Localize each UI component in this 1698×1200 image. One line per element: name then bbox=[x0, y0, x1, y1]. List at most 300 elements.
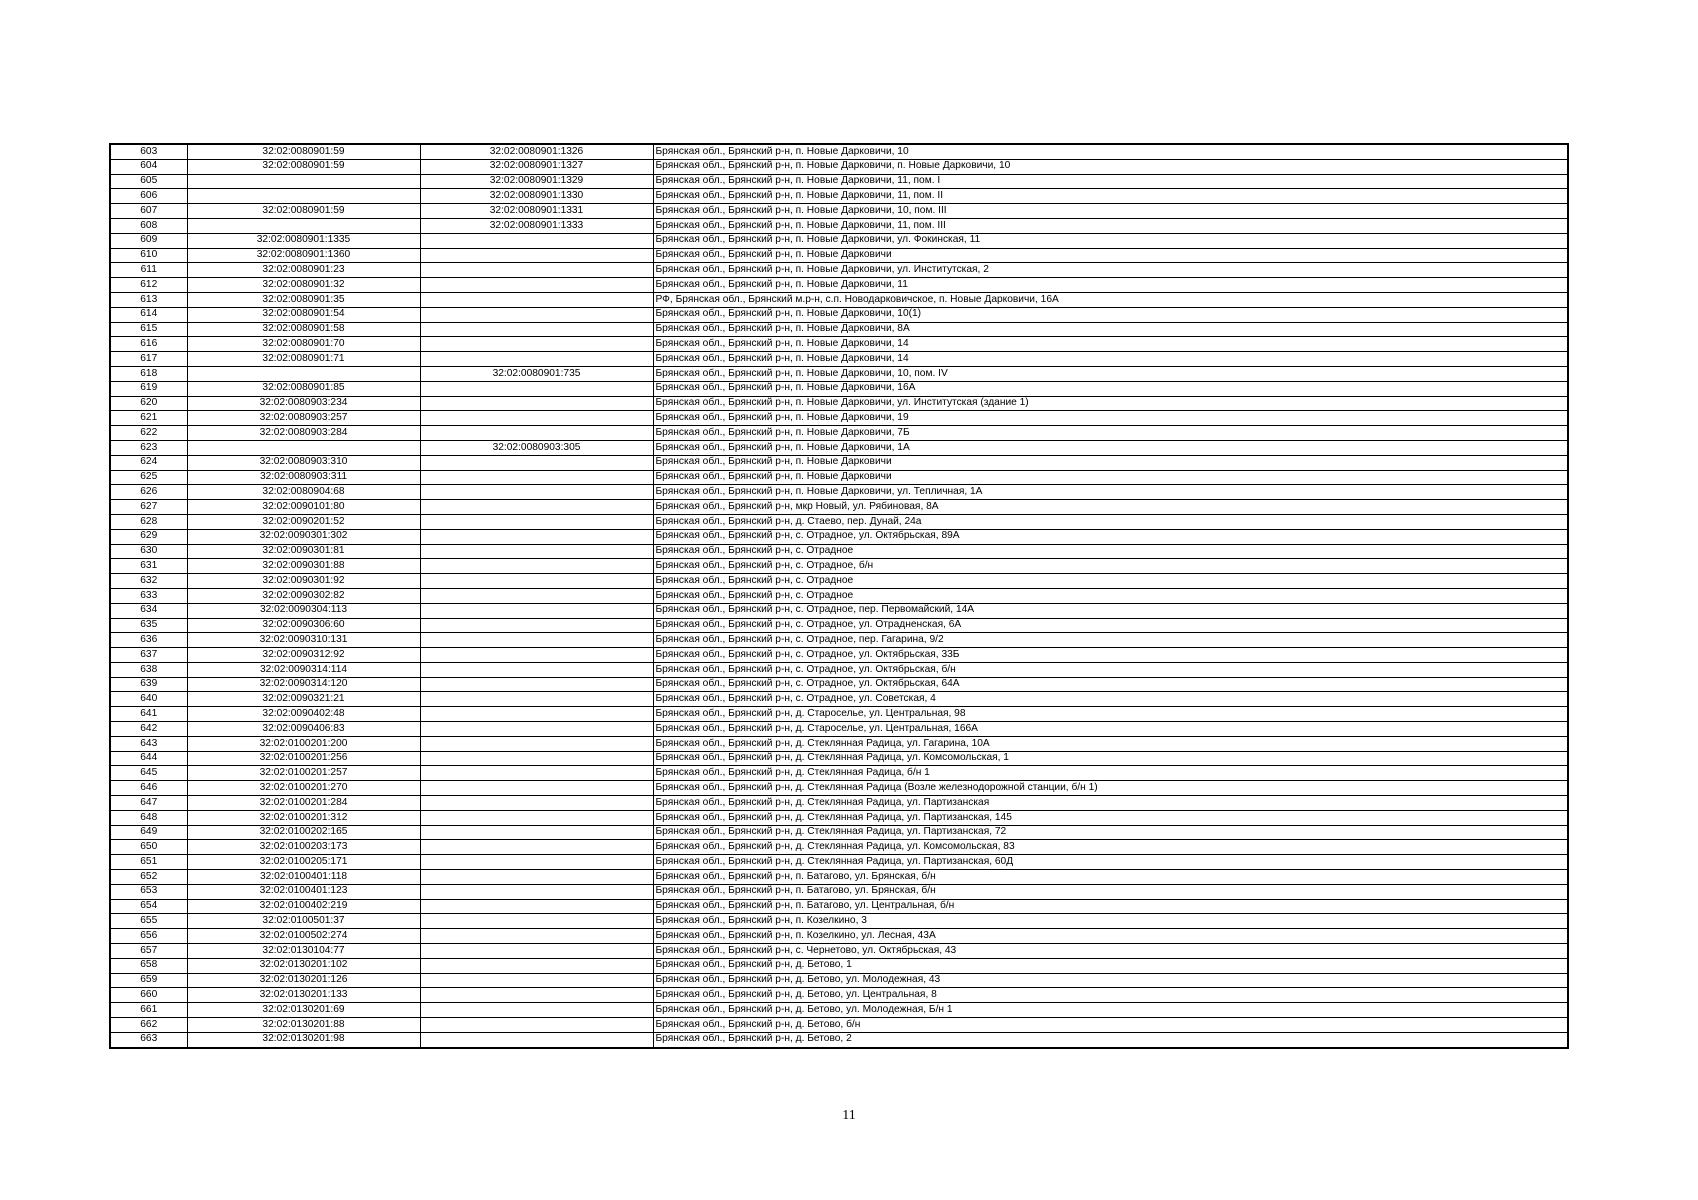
object-cadastral-number-cell bbox=[420, 840, 653, 855]
object-cadastral-number-cell bbox=[420, 514, 653, 529]
row-number-cell: 650 bbox=[110, 840, 187, 855]
address-cell: Брянская обл., Брянский р-н, п. Новые Дарковичи, 10 bbox=[653, 144, 1568, 159]
object-cadastral-number-cell bbox=[420, 1003, 653, 1018]
table-row bbox=[110, 796, 1568, 811]
parcel-cadastral-number-cell: 32:02:0130104:77 bbox=[187, 944, 420, 959]
object-cadastral-number-cell bbox=[420, 485, 653, 500]
table-row bbox=[110, 189, 1568, 204]
row-number-cell: 606 bbox=[110, 189, 187, 204]
table-row bbox=[110, 263, 1568, 278]
row-number-cell: 640 bbox=[110, 692, 187, 707]
address-cell: Брянская обл., Брянский р-н, п. Новые Дарковичи, 11 bbox=[653, 278, 1568, 293]
object-cadastral-number-cell: 32:02:0080901:1329 bbox=[420, 174, 653, 189]
parcel-cadastral-number-cell: 32:02:0080901:54 bbox=[187, 307, 420, 322]
address-cell: Брянская обл., Брянский р-н, п. Новые Дарковичи, 19 bbox=[653, 411, 1568, 426]
object-cadastral-number-cell bbox=[420, 588, 653, 603]
row-number-cell: 641 bbox=[110, 707, 187, 722]
row-number-cell: 608 bbox=[110, 218, 187, 233]
address-cell: Брянская обл., Брянский р-н, д. Стеклянная Радица, ул. Комсомольская, 83 bbox=[653, 840, 1568, 855]
parcel-cadastral-number-cell: 32:02:0100203:173 bbox=[187, 840, 420, 855]
parcel-cadastral-number-cell: 32:02:0080901:23 bbox=[187, 263, 420, 278]
table-row bbox=[110, 588, 1568, 603]
parcel-cadastral-number-cell: 32:02:0080901:59 bbox=[187, 159, 420, 174]
object-cadastral-number-cell bbox=[420, 529, 653, 544]
parcel-cadastral-number-cell: 32:02:0090406:83 bbox=[187, 722, 420, 737]
address-cell: Брянская обл., Брянский р-н, д. Бетово, 1 bbox=[653, 958, 1568, 973]
parcel-cadastral-number-cell: 32:02:0130201:88 bbox=[187, 1018, 420, 1033]
object-cadastral-number-cell bbox=[420, 825, 653, 840]
row-number-cell: 620 bbox=[110, 396, 187, 411]
address-cell: Брянская обл., Брянский р-н, д. Бетово, ул. Центральная, 8 bbox=[653, 988, 1568, 1003]
object-cadastral-number-cell bbox=[420, 958, 653, 973]
parcel-cadastral-number-cell bbox=[187, 218, 420, 233]
row-number-cell: 631 bbox=[110, 559, 187, 574]
address-cell: Брянская обл., Брянский р-н, п. Новые Дарковичи, ул. Институтская, 2 bbox=[653, 263, 1568, 278]
row-number-cell: 611 bbox=[110, 263, 187, 278]
table-row bbox=[110, 500, 1568, 515]
address-cell: Брянская обл., Брянский р-н, с. Отрадное, ул. Октябрьская, 89А bbox=[653, 529, 1568, 544]
table-row bbox=[110, 485, 1568, 500]
parcel-cadastral-number-cell: 32:02:0090321:21 bbox=[187, 692, 420, 707]
row-number-cell: 647 bbox=[110, 796, 187, 811]
parcel-cadastral-number-cell: 32:02:0090314:120 bbox=[187, 677, 420, 692]
parcel-cadastral-number-cell: 32:02:0130201:69 bbox=[187, 1003, 420, 1018]
row-number-cell: 645 bbox=[110, 766, 187, 781]
object-cadastral-number-cell: 32:02:0080901:1326 bbox=[420, 144, 653, 159]
parcel-cadastral-number-cell: 32:02:0100401:123 bbox=[187, 884, 420, 899]
address-cell: Брянская обл., Брянский р-н, п. Новые Дарковичи, 16А bbox=[653, 381, 1568, 396]
object-cadastral-number-cell bbox=[420, 426, 653, 441]
parcel-cadastral-number-cell: 32:02:0090306:60 bbox=[187, 618, 420, 633]
parcel-cadastral-number-cell: 32:02:0090301:88 bbox=[187, 559, 420, 574]
table-row bbox=[110, 174, 1568, 189]
table-row bbox=[110, 322, 1568, 337]
address-cell: Брянская обл., Брянский р-н, п. Новые Дарковичи, 11, пом. III bbox=[653, 218, 1568, 233]
address-cell: Брянская обл., Брянский р-н, с. Отрадное, б/н bbox=[653, 559, 1568, 574]
object-cadastral-number-cell bbox=[420, 796, 653, 811]
table-row bbox=[110, 1032, 1568, 1047]
table-row bbox=[110, 455, 1568, 470]
parcel-cadastral-number-cell: 32:02:0130201:102 bbox=[187, 958, 420, 973]
table-row bbox=[110, 810, 1568, 825]
object-cadastral-number-cell bbox=[420, 692, 653, 707]
table-row bbox=[110, 870, 1568, 885]
object-cadastral-number-cell bbox=[420, 648, 653, 663]
address-cell: Брянская обл., Брянский р-н, п. Новые Дарковичи, 10, пом. III bbox=[653, 204, 1568, 219]
parcel-cadastral-number-cell: 32:02:0100402:219 bbox=[187, 899, 420, 914]
table-row bbox=[110, 840, 1568, 855]
parcel-cadastral-number-cell: 32:02:0080901:35 bbox=[187, 292, 420, 307]
row-number-cell: 626 bbox=[110, 485, 187, 500]
address-cell: Брянская обл., Брянский р-н, с. Отрадное, ул. Октябрьская, 33Б bbox=[653, 648, 1568, 663]
parcel-cadastral-number-cell: 32:02:0080901:71 bbox=[187, 352, 420, 367]
table-row bbox=[110, 1003, 1568, 1018]
parcel-cadastral-number-cell: 32:02:0080901:85 bbox=[187, 381, 420, 396]
address-cell: Брянская обл., Брянский р-н, д. Бетово, ул. Молодежная, 43 bbox=[653, 973, 1568, 988]
table-row bbox=[110, 307, 1568, 322]
address-cell: Брянская обл., Брянский р-н, д. Стеклянная Радица, ул. Партизанская, 60Д bbox=[653, 855, 1568, 870]
table-row bbox=[110, 662, 1568, 677]
address-cell: Брянская обл., Брянский р-н, с. Отрадное bbox=[653, 588, 1568, 603]
address-cell: Брянская обл., Брянский р-н, п. Новые Дарковичи, 7Б bbox=[653, 426, 1568, 441]
address-cell: Брянская обл., Брянский р-н, д. Стеклянная Радица, ул. Партизанская bbox=[653, 796, 1568, 811]
row-number-cell: 644 bbox=[110, 751, 187, 766]
table-row bbox=[110, 618, 1568, 633]
row-number-cell: 607 bbox=[110, 204, 187, 219]
address-cell: Брянская обл., Брянский р-н, д. Стеклянная Радица, ул. Гагарина, 10А bbox=[653, 736, 1568, 751]
row-number-cell: 661 bbox=[110, 1003, 187, 1018]
parcel-cadastral-number-cell: 32:02:0130201:98 bbox=[187, 1032, 420, 1047]
address-cell: Брянская обл., Брянский р-н, с. Отрадное bbox=[653, 544, 1568, 559]
row-number-cell: 612 bbox=[110, 278, 187, 293]
object-cadastral-number-cell bbox=[420, 352, 653, 367]
table-row bbox=[110, 574, 1568, 589]
parcel-cadastral-number-cell: 32:02:0090101:80 bbox=[187, 500, 420, 515]
object-cadastral-number-cell: 32:02:0080901:1333 bbox=[420, 218, 653, 233]
address-cell: Брянская обл., Брянский р-н, п. Новые Дарковичи, 10(1) bbox=[653, 307, 1568, 322]
object-cadastral-number-cell bbox=[420, 929, 653, 944]
table-row bbox=[110, 218, 1568, 233]
row-number-cell: 656 bbox=[110, 929, 187, 944]
address-cell: Брянская обл., Брянский р-н, п. Новые Дарковичи, 14 bbox=[653, 352, 1568, 367]
object-cadastral-number-cell bbox=[420, 855, 653, 870]
row-number-cell: 614 bbox=[110, 307, 187, 322]
row-number-cell: 605 bbox=[110, 174, 187, 189]
row-number-cell: 609 bbox=[110, 233, 187, 248]
parcel-cadastral-number-cell: 32:02:0100501:37 bbox=[187, 914, 420, 929]
row-number-cell: 633 bbox=[110, 588, 187, 603]
object-cadastral-number-cell bbox=[420, 633, 653, 648]
table-row bbox=[110, 766, 1568, 781]
row-number-cell: 627 bbox=[110, 500, 187, 515]
object-cadastral-number-cell: 32:02:0080901:1331 bbox=[420, 204, 653, 219]
object-cadastral-number-cell: 32:02:0080901:1327 bbox=[420, 159, 653, 174]
row-number-cell: 625 bbox=[110, 470, 187, 485]
object-cadastral-number-cell bbox=[420, 603, 653, 618]
row-number-cell: 642 bbox=[110, 722, 187, 737]
address-cell: Брянская обл., Брянский р-н, д. Бетово, ул. Молодежная, Б/н 1 bbox=[653, 1003, 1568, 1018]
address-cell: Брянская обл., Брянский р-н, с. Чернетово, ул. Октябрьская, 43 bbox=[653, 944, 1568, 959]
object-cadastral-number-cell bbox=[420, 810, 653, 825]
row-number-cell: 660 bbox=[110, 988, 187, 1003]
table-row bbox=[110, 603, 1568, 618]
table-row bbox=[110, 204, 1568, 219]
row-number-cell: 654 bbox=[110, 899, 187, 914]
object-cadastral-number-cell bbox=[420, 870, 653, 885]
parcel-cadastral-number-cell: 32:02:0090301:81 bbox=[187, 544, 420, 559]
parcel-cadastral-number-cell bbox=[187, 366, 420, 381]
address-cell: Брянская обл., Брянский р-н, п. Новые Дарковичи, 11, пом. II bbox=[653, 189, 1568, 204]
row-number-cell: 604 bbox=[110, 159, 187, 174]
row-number-cell: 652 bbox=[110, 870, 187, 885]
address-cell: Брянская обл., Брянский р-н, п. Новые Дарковичи bbox=[653, 455, 1568, 470]
object-cadastral-number-cell bbox=[420, 278, 653, 293]
table-body bbox=[110, 144, 1568, 1048]
parcel-cadastral-number-cell: 32:02:0100201:257 bbox=[187, 766, 420, 781]
table-row bbox=[110, 544, 1568, 559]
table-row bbox=[110, 396, 1568, 411]
object-cadastral-number-cell: 32:02:0080901:735 bbox=[420, 366, 653, 381]
parcel-cadastral-number-cell: 32:02:0100201:200 bbox=[187, 736, 420, 751]
object-cadastral-number-cell bbox=[420, 781, 653, 796]
parcel-cadastral-number-cell: 32:02:0100502:274 bbox=[187, 929, 420, 944]
address-cell: Брянская обл., Брянский р-н, п. Новые Дарковичи, 1А bbox=[653, 440, 1568, 455]
row-number-cell: 649 bbox=[110, 825, 187, 840]
row-number-cell: 618 bbox=[110, 366, 187, 381]
row-number-cell: 646 bbox=[110, 781, 187, 796]
row-number-cell: 624 bbox=[110, 455, 187, 470]
row-number-cell: 663 bbox=[110, 1032, 187, 1047]
row-number-cell: 610 bbox=[110, 248, 187, 263]
table-row bbox=[110, 973, 1568, 988]
address-cell: Брянская обл., Брянский р-н, п. Новые Дарковичи, ул. Институтская (здание 1) bbox=[653, 396, 1568, 411]
object-cadastral-number-cell bbox=[420, 618, 653, 633]
address-cell: Брянская обл., Брянский р-н, д. Стеклянная Радица, ул. Партизанская, 145 bbox=[653, 810, 1568, 825]
row-number-cell: 634 bbox=[110, 603, 187, 618]
parcel-cadastral-number-cell: 32:02:0080903:234 bbox=[187, 396, 420, 411]
row-number-cell: 651 bbox=[110, 855, 187, 870]
address-cell: РФ, Брянская обл., Брянский м.р-н, с.п. Новодарковичское, п. Новые Дарковичи, 16А bbox=[653, 292, 1568, 307]
object-cadastral-number-cell bbox=[420, 751, 653, 766]
address-cell: Брянская обл., Брянский р-н, с. Отрадное, ул. Отрадненская, 6А bbox=[653, 618, 1568, 633]
parcel-cadastral-number-cell: 32:02:0100201:256 bbox=[187, 751, 420, 766]
row-number-cell: 617 bbox=[110, 352, 187, 367]
object-cadastral-number-cell bbox=[420, 1018, 653, 1033]
page-number: 11 bbox=[842, 1108, 856, 1123]
table-row bbox=[110, 692, 1568, 707]
parcel-cadastral-number-cell: 32:02:0090314:114 bbox=[187, 662, 420, 677]
table-row bbox=[110, 292, 1568, 307]
parcel-cadastral-number-cell: 32:02:0080901:32 bbox=[187, 278, 420, 293]
address-cell: Брянская обл., Брянский р-н, п. Козелкино, ул. Лесная, 43А bbox=[653, 929, 1568, 944]
row-number-cell: 639 bbox=[110, 677, 187, 692]
table-row bbox=[110, 751, 1568, 766]
table-row bbox=[110, 825, 1568, 840]
parcel-cadastral-number-cell: 32:02:0090304:113 bbox=[187, 603, 420, 618]
parcel-cadastral-number-cell: 32:02:0100401:118 bbox=[187, 870, 420, 885]
row-number-cell: 622 bbox=[110, 426, 187, 441]
address-cell: Брянская обл., Брянский р-н, п. Новые Дарковичи, п. Новые Дарковичи, 10 bbox=[653, 159, 1568, 174]
object-cadastral-number-cell bbox=[420, 884, 653, 899]
address-cell: Брянская обл., Брянский р-н, д. Староселье, ул. Центральная, 98 bbox=[653, 707, 1568, 722]
address-cell: Брянская обл., Брянский р-н, п. Батагово, ул. Брянская, б/н bbox=[653, 870, 1568, 885]
object-cadastral-number-cell: 32:02:0080903:305 bbox=[420, 440, 653, 455]
parcel-cadastral-number-cell: 32:02:0100205:171 bbox=[187, 855, 420, 870]
object-cadastral-number-cell bbox=[420, 914, 653, 929]
row-number-cell: 635 bbox=[110, 618, 187, 633]
parcel-cadastral-number-cell: 32:02:0080903:257 bbox=[187, 411, 420, 426]
object-cadastral-number-cell bbox=[420, 307, 653, 322]
table-row bbox=[110, 677, 1568, 692]
address-cell: Брянская обл., Брянский р-н, с. Отрадное bbox=[653, 574, 1568, 589]
row-number-cell: 637 bbox=[110, 648, 187, 663]
object-cadastral-number-cell bbox=[420, 292, 653, 307]
table-row bbox=[110, 1018, 1568, 1033]
address-cell: Брянская обл., Брянский р-н, п. Новые Дарковичи, ул. Фокинская, 11 bbox=[653, 233, 1568, 248]
object-cadastral-number-cell bbox=[420, 1032, 653, 1047]
table-row bbox=[110, 470, 1568, 485]
table-row bbox=[110, 411, 1568, 426]
address-cell: Брянская обл., Брянский р-н, п. Новые Дарковичи, 8А bbox=[653, 322, 1568, 337]
parcel-cadastral-number-cell: 32:02:0090302:82 bbox=[187, 588, 420, 603]
row-number-cell: 662 bbox=[110, 1018, 187, 1033]
object-cadastral-number-cell bbox=[420, 677, 653, 692]
parcel-cadastral-number-cell: 32:02:0100201:284 bbox=[187, 796, 420, 811]
row-number-cell: 655 bbox=[110, 914, 187, 929]
parcel-cadastral-number-cell: 32:02:0100201:270 bbox=[187, 781, 420, 796]
table-row bbox=[110, 944, 1568, 959]
table-row bbox=[110, 958, 1568, 973]
parcel-cadastral-number-cell: 32:02:0090301:92 bbox=[187, 574, 420, 589]
row-number-cell: 630 bbox=[110, 544, 187, 559]
parcel-cadastral-number-cell: 32:02:0080901:59 bbox=[187, 144, 420, 159]
parcel-cadastral-number-cell: 32:02:0080904:68 bbox=[187, 485, 420, 500]
table-row bbox=[110, 233, 1568, 248]
object-cadastral-number-cell bbox=[420, 736, 653, 751]
table-row bbox=[110, 648, 1568, 663]
parcel-cadastral-number-cell: 32:02:0080901:1335 bbox=[187, 233, 420, 248]
row-number-cell: 623 bbox=[110, 440, 187, 455]
table-row bbox=[110, 529, 1568, 544]
parcel-cadastral-number-cell: 32:02:0080901:58 bbox=[187, 322, 420, 337]
parcel-cadastral-number-cell: 32:02:0090310:131 bbox=[187, 633, 420, 648]
object-cadastral-number-cell bbox=[420, 381, 653, 396]
table-row bbox=[110, 514, 1568, 529]
table-row bbox=[110, 159, 1568, 174]
object-cadastral-number-cell bbox=[420, 544, 653, 559]
row-number-cell: 658 bbox=[110, 958, 187, 973]
parcel-cadastral-number-cell: 32:02:0080903:311 bbox=[187, 470, 420, 485]
row-number-cell: 636 bbox=[110, 633, 187, 648]
object-cadastral-number-cell bbox=[420, 455, 653, 470]
row-number-cell: 628 bbox=[110, 514, 187, 529]
parcel-cadastral-number-cell: 32:02:0080901:1360 bbox=[187, 248, 420, 263]
parcel-cadastral-number-cell: 32:02:0090301:302 bbox=[187, 529, 420, 544]
object-cadastral-number-cell: 32:02:0080901:1330 bbox=[420, 189, 653, 204]
parcel-cadastral-number-cell: 32:02:0090402:48 bbox=[187, 707, 420, 722]
address-cell: Брянская обл., Брянский р-н, с. Отрадное, пер. Первомайский, 14А bbox=[653, 603, 1568, 618]
parcel-cadastral-number-cell bbox=[187, 189, 420, 204]
address-cell: Брянская обл., Брянский р-н, п. Батагово, ул. Центральная, б/н bbox=[653, 899, 1568, 914]
parcel-cadastral-number-cell: 32:02:0090312:92 bbox=[187, 648, 420, 663]
address-cell: Брянская обл., Брянский р-н, д. Стеклянная Радица, ул. Партизанская, 72 bbox=[653, 825, 1568, 840]
object-cadastral-number-cell bbox=[420, 411, 653, 426]
object-cadastral-number-cell bbox=[420, 899, 653, 914]
object-cadastral-number-cell bbox=[420, 396, 653, 411]
address-cell: Брянская обл., Брянский р-н, п. Новые Дарковичи bbox=[653, 248, 1568, 263]
table-row bbox=[110, 633, 1568, 648]
address-cell: Брянская обл., Брянский р-н, п. Козелкино, 3 bbox=[653, 914, 1568, 929]
parcel-cadastral-number-cell: 32:02:0130201:126 bbox=[187, 973, 420, 988]
address-cell: Брянская обл., Брянский р-н, п. Новые Дарковичи bbox=[653, 470, 1568, 485]
table-row bbox=[110, 899, 1568, 914]
object-cadastral-number-cell bbox=[420, 233, 653, 248]
table-row bbox=[110, 366, 1568, 381]
table-row bbox=[110, 559, 1568, 574]
object-cadastral-number-cell bbox=[420, 559, 653, 574]
row-number-cell: 653 bbox=[110, 884, 187, 899]
parcel-cadastral-number-cell bbox=[187, 174, 420, 189]
parcel-cadastral-number-cell: 32:02:0090201:52 bbox=[187, 514, 420, 529]
table-row bbox=[110, 722, 1568, 737]
table-row bbox=[110, 988, 1568, 1003]
address-cell: Брянская обл., Брянский р-н, п. Батагово, ул. Брянская, б/н bbox=[653, 884, 1568, 899]
row-number-cell: 638 bbox=[110, 662, 187, 677]
address-cell: Брянская обл., Брянский р-н, д. Стаево, пер. Дунай, 24а bbox=[653, 514, 1568, 529]
address-cell: Брянская обл., Брянский р-н, п. Новые Дарковичи, ул. Тепличная, 1А bbox=[653, 485, 1568, 500]
object-cadastral-number-cell bbox=[420, 263, 653, 278]
table-row bbox=[110, 337, 1568, 352]
parcel-cadastral-number-cell: 32:02:0080901:70 bbox=[187, 337, 420, 352]
address-cell: Брянская обл., Брянский р-н, с. Отрадное, ул. Октябрьская, 64А bbox=[653, 677, 1568, 692]
table-row bbox=[110, 426, 1568, 441]
address-cell: Брянская обл., Брянский р-н, мкр Новый, ул. Рябиновая, 8А bbox=[653, 500, 1568, 515]
object-cadastral-number-cell bbox=[420, 973, 653, 988]
row-number-cell: 621 bbox=[110, 411, 187, 426]
address-cell: Брянская обл., Брянский р-н, п. Новые Дарковичи, 14 bbox=[653, 337, 1568, 352]
parcel-cadastral-number-cell: 32:02:0080903:284 bbox=[187, 426, 420, 441]
parcel-cadastral-number-cell: 32:02:0130201:133 bbox=[187, 988, 420, 1003]
address-cell: Брянская обл., Брянский р-н, д. Стеклянная Радица, б/н 1 bbox=[653, 766, 1568, 781]
table-row bbox=[110, 736, 1568, 751]
object-cadastral-number-cell bbox=[420, 248, 653, 263]
address-cell: Брянская обл., Брянский р-н, п. Новые Дарковичи, 10, пом. IV bbox=[653, 366, 1568, 381]
address-cell: Брянская обл., Брянский р-н, п. Новые Дарковичи, 11, пом. I bbox=[653, 174, 1568, 189]
address-cell: Брянская обл., Брянский р-н, с. Отрадное, ул. Советская, 4 bbox=[653, 692, 1568, 707]
object-cadastral-number-cell bbox=[420, 574, 653, 589]
table-row bbox=[110, 707, 1568, 722]
table-row bbox=[110, 914, 1568, 929]
row-number-cell: 603 bbox=[110, 144, 187, 159]
parcel-cadastral-number-cell: 32:02:0100202:165 bbox=[187, 825, 420, 840]
row-number-cell: 616 bbox=[110, 337, 187, 352]
row-number-cell: 632 bbox=[110, 574, 187, 589]
object-cadastral-number-cell bbox=[420, 500, 653, 515]
row-number-cell: 659 bbox=[110, 973, 187, 988]
object-cadastral-number-cell bbox=[420, 322, 653, 337]
table-row bbox=[110, 884, 1568, 899]
table-row bbox=[110, 278, 1568, 293]
parcel-cadastral-number-cell bbox=[187, 440, 420, 455]
cadastral-table bbox=[109, 143, 1569, 1049]
parcel-cadastral-number-cell: 32:02:0080901:59 bbox=[187, 204, 420, 219]
address-cell: Брянская обл., Брянский р-н, с. Отрадное, ул. Октябрьская, б/н bbox=[653, 662, 1568, 677]
table-row bbox=[110, 144, 1568, 159]
row-number-cell: 619 bbox=[110, 381, 187, 396]
object-cadastral-number-cell bbox=[420, 944, 653, 959]
table-row bbox=[110, 929, 1568, 944]
address-cell: Брянская обл., Брянский р-н, с. Отрадное, пер. Гагарина, 9/2 bbox=[653, 633, 1568, 648]
table-row bbox=[110, 781, 1568, 796]
row-number-cell: 613 bbox=[110, 292, 187, 307]
table-row bbox=[110, 248, 1568, 263]
row-number-cell: 629 bbox=[110, 529, 187, 544]
address-cell: Брянская обл., Брянский р-н, д. Бетово, 2 bbox=[653, 1032, 1568, 1047]
object-cadastral-number-cell bbox=[420, 662, 653, 677]
object-cadastral-number-cell bbox=[420, 766, 653, 781]
row-number-cell: 643 bbox=[110, 736, 187, 751]
object-cadastral-number-cell bbox=[420, 470, 653, 485]
parcel-cadastral-number-cell: 32:02:0100201:312 bbox=[187, 810, 420, 825]
object-cadastral-number-cell bbox=[420, 707, 653, 722]
table-row bbox=[110, 440, 1568, 455]
table-row bbox=[110, 381, 1568, 396]
object-cadastral-number-cell bbox=[420, 988, 653, 1003]
address-cell: Брянская обл., Брянский р-н, д. Староселье, ул. Центральная, 166А bbox=[653, 722, 1568, 737]
row-number-cell: 615 bbox=[110, 322, 187, 337]
row-number-cell: 657 bbox=[110, 944, 187, 959]
table-row bbox=[110, 352, 1568, 367]
